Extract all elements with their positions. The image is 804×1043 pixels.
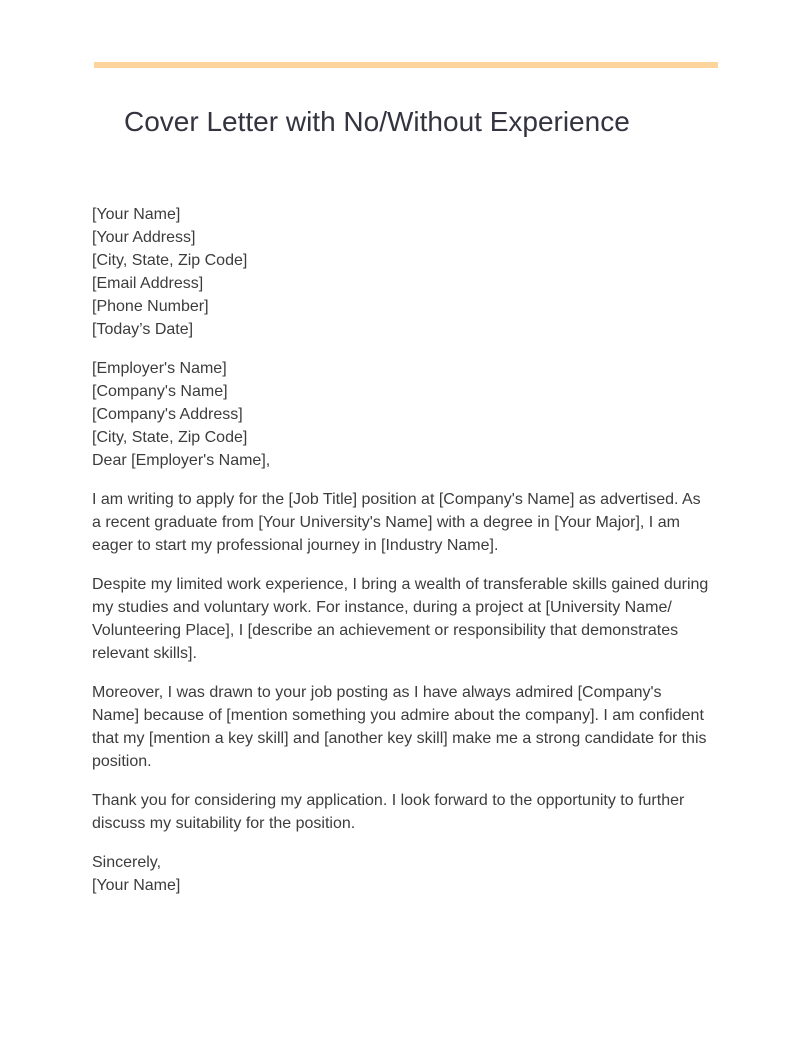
sender-address: [Your Address]	[92, 229, 196, 246]
paragraph-skills: Despite my limited work experience, I bring a wealth of transferable skills gained during my studies and voluntary work. For instance, during a project at [University Name/ Volunteering Place], I [describe an achievement or responsibility that demonstrates relevant skills].	[92, 576, 709, 662]
recipient-block	[92, 357, 712, 472]
paragraph-intro: I am writing to apply for the [Job Title] position at [Company's Name] as advertised. As a recent graduate from [Your University's Name] with a degree in [Your Major], I am eager to start my professional journey in [Industry Name].	[92, 491, 701, 554]
page-title: Cover Letter with No/Without Experience	[124, 106, 630, 137]
sender-phone: [Phone Number]	[92, 298, 209, 315]
paragraph-closing: Thank you for considering my application. I look forward to the opportunity to further discuss my suitability for the position.	[92, 792, 685, 832]
company-name: [Company's Name]	[92, 383, 228, 400]
sender-city-state-zip: [City, State, Zip Code]	[92, 252, 248, 269]
salutation: Dear [Employer's Name],	[92, 452, 271, 469]
company-city-state-zip: [City, State, Zip Code]	[92, 429, 248, 446]
paragraph-motivation: Moreover, I was drawn to your job posting as I have always admired [Company's Name] because of [mention something you admire about the company]. I am confident that my [mention a key skill] and [another key skill] make me a strong candidate for this position.	[92, 684, 707, 770]
letter-date: [Today’s Date]	[92, 321, 194, 338]
accent-bar	[94, 62, 718, 68]
signature-name: [Your Name]	[92, 877, 181, 894]
sender-block	[92, 203, 712, 341]
employer-name: [Employer's Name]	[92, 360, 227, 377]
sender-email: [Email Address]	[92, 275, 204, 292]
closing-phrase: Sincerely,	[92, 854, 162, 871]
letter-body	[92, 203, 712, 897]
spacer	[92, 341, 712, 357]
sender-name: [Your Name]	[92, 206, 181, 223]
company-address: [Company's Address]	[92, 406, 243, 423]
signoff-block	[92, 851, 712, 897]
